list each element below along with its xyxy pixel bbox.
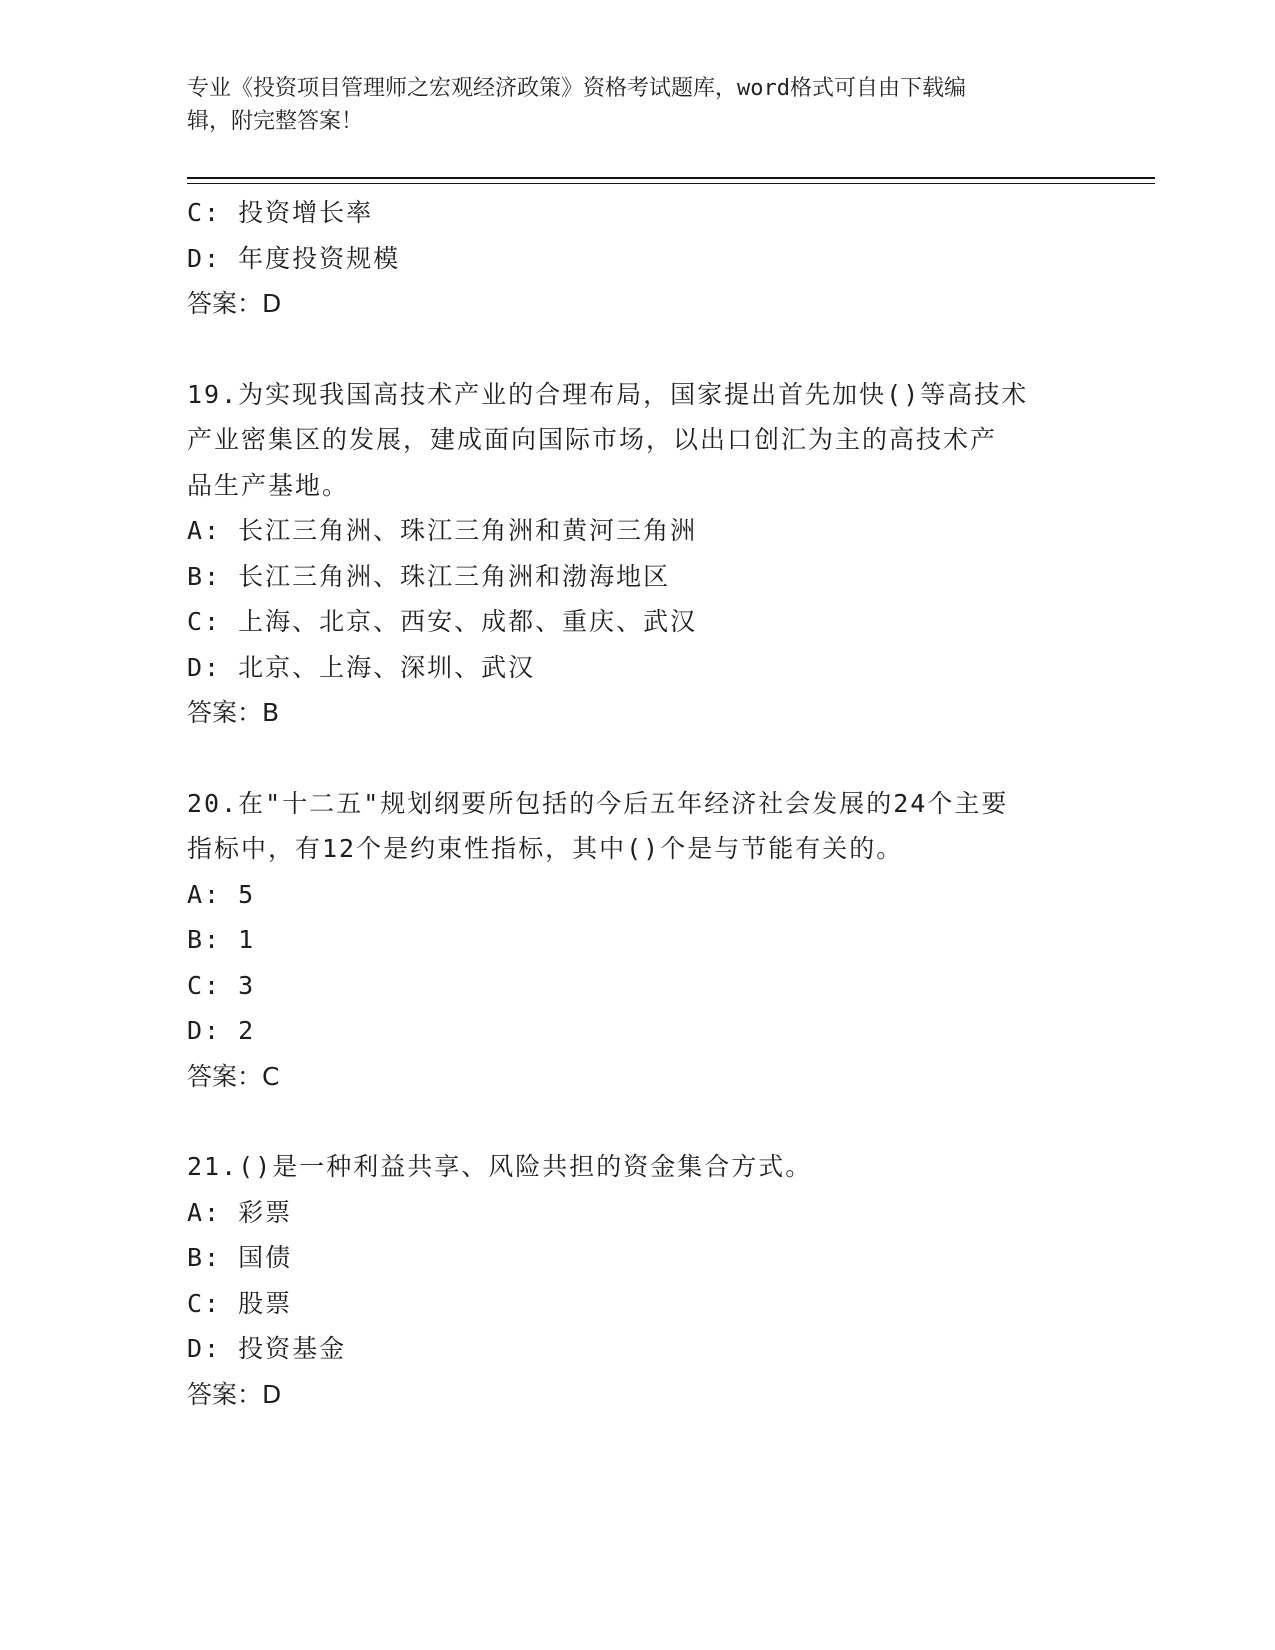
question-stem: 品生产基地。 xyxy=(187,470,350,500)
question-content xyxy=(187,190,1087,1417)
option-b: B: 1 xyxy=(187,925,256,954)
question-stem: 产业密集区的发展，建成面向国际市场，以出口创汇为主的高技术产 xyxy=(187,425,998,454)
answer: 答案：D xyxy=(187,289,282,318)
option-c: C: 投资增长率 xyxy=(187,198,374,227)
option-c: C: 3 xyxy=(187,970,256,1000)
option-a: A: 彩票 xyxy=(187,1197,293,1227)
option-c: C: 上海、北京、西安、成都、重庆、武汉 xyxy=(187,607,698,636)
option-a: A: 长江三角洲、珠江三角洲和黄河三角洲 xyxy=(187,516,698,545)
option-b: B: 国债 xyxy=(187,1243,293,1272)
spacer xyxy=(187,736,1087,781)
question-19 xyxy=(187,372,1087,736)
header-line-2: 辑，附完整答案！ xyxy=(187,109,364,134)
spacer xyxy=(187,1099,1087,1144)
option-d: D: 年度投资规模 xyxy=(187,243,401,273)
header-rule-thick xyxy=(187,177,1155,179)
header-line-1: 专业《投资项目管理师之宏观经济政策》资格考试题库，word格式可自由下载编 xyxy=(187,76,966,101)
spacer xyxy=(187,327,1087,372)
previous-question-tail xyxy=(187,190,1087,327)
header-rule-thin xyxy=(187,183,1155,184)
option-a: A: 5 xyxy=(187,879,256,909)
question-stem: 21.()是一种利益共享、风险共担的资金集合方式。 xyxy=(187,1152,813,1181)
question-stem: 19.为实现我国高技术产业的合理布局，国家提出首先加快()等高技术 xyxy=(187,379,1029,409)
answer: 答案：D xyxy=(187,1379,282,1409)
answer: 答案：B xyxy=(187,698,280,727)
option-c: C: 股票 xyxy=(187,1288,293,1318)
question-20 xyxy=(187,781,1087,1100)
page-header xyxy=(187,72,1067,138)
option-d: D: 投资基金 xyxy=(187,1334,347,1363)
option-d: D: 2 xyxy=(187,1016,256,1045)
question-stem: 20.在"十二五"规划纲要所包括的今后五年经济社会发展的24个主要 xyxy=(187,788,1009,818)
question-21 xyxy=(187,1144,1087,1417)
question-stem: 指标中，有12个是约束性指标，其中()个是与节能有关的。 xyxy=(187,834,904,863)
option-b: B: 长江三角洲、珠江三角洲和渤海地区 xyxy=(187,561,671,591)
option-d: D: 北京、上海、深圳、武汉 xyxy=(187,652,536,682)
answer: 答案：C xyxy=(187,1061,280,1091)
